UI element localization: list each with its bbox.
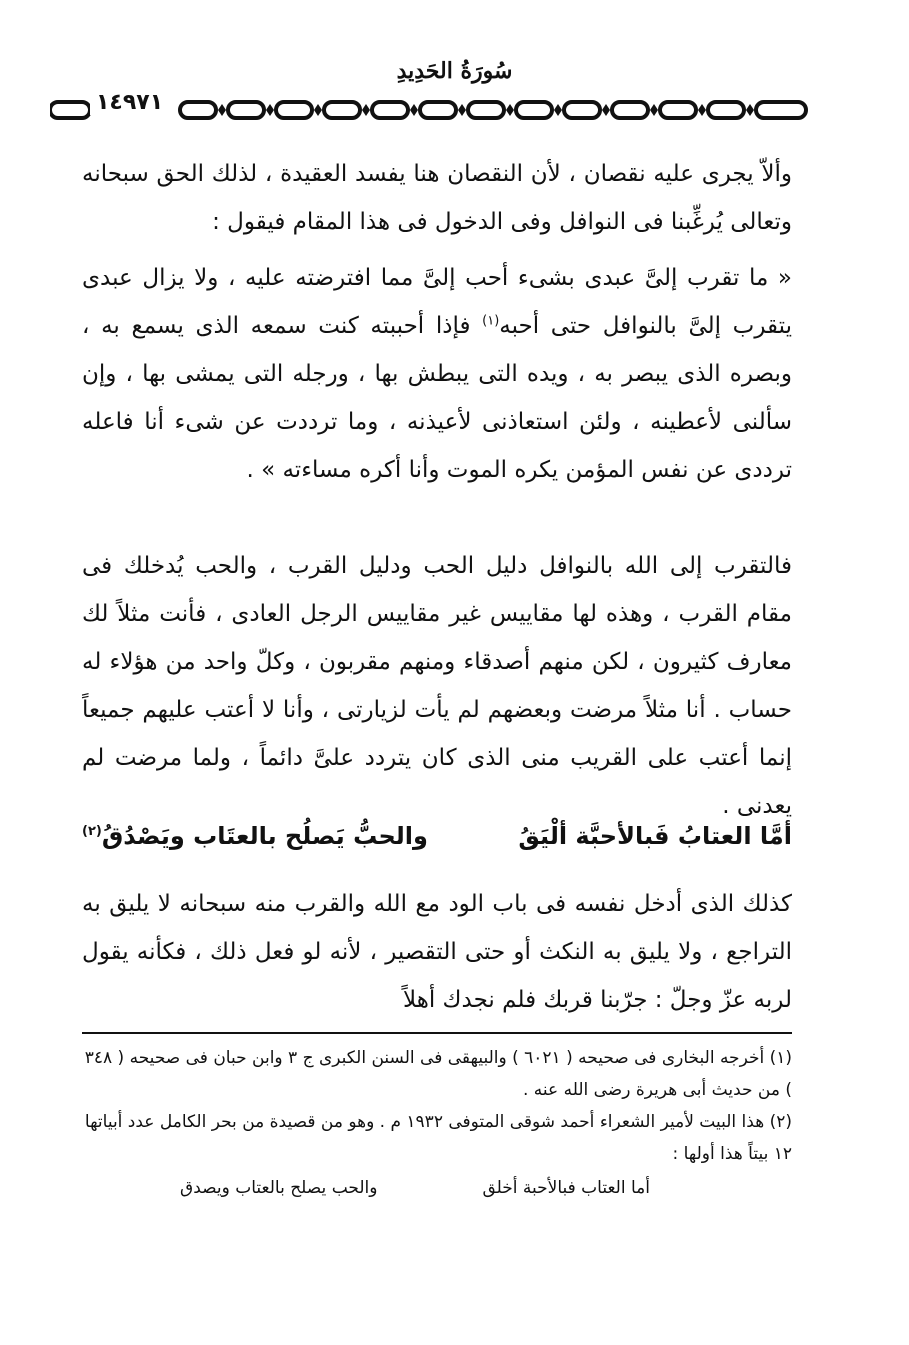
footnote-2: (٢) هذا البيت لأمير الشعراء أحمد شوقى المتوفى ١٩٣٢ م . وهو من قصيدة من بحر الكامل عدد أبياتها ١٢ بيتاً هذا أولها : [84, 1112, 792, 1164]
paragraph-3: فالتقرب إلى الله بالنوافل دليل الحب ودليل القرب ، والحب يُدخلك فى مقام القرب ، وهذه لها مقاييس غير مقاييس الرجل العادى ، فأنت مثلاً لك معارف كثيرون ، لكن منهم أصدقاء ومنهم مقربون ، وكلّ واحد من هؤلاء له حساب . أنا مثلاً مرضت وبعضهم لم يأت لزيارتى ، وأنا لا أعتب عليهم جميعاً إنما أعتب على القريب منى الذى كان يتردد علىَّ دائماً ، ولما مرضت لم يعدنى . [82, 553, 792, 819]
footnote-marker-1[interactable]: (١) [482, 313, 500, 329]
page-number: ١٤٩٧١ [90, 90, 169, 115]
poem-verse [82, 822, 792, 866]
footnote-poem-hemistich-1: أما العتاب فبالأحبة أخلق [482, 1178, 650, 1198]
hadith-text-part-2: فإذا أحببته كنت سمعه الذى يسمع به ، وبصره الذى يبصر به ، ويده التى يبطش بها ، ورجله التى يمشى بها ، وإن سألنى لأعطينه ، ولئن استعاذنى لأعيذنه ، وما ترددت عن شىء أنا فاعله ترددى عن نفس المؤمن يكره الموت وأنا أكره مساءته » . [82, 313, 792, 483]
poem-hemistich-1: أمَّا العتابُ فَبالأحبَّة ألْيَقُ [518, 822, 792, 850]
poem-hemistich-2 [82, 822, 428, 850]
footnote-divider [82, 1032, 792, 1034]
paragraph-4: كذلك الذى أدخل نفسه فى باب الود مع الله والقرب منه سبحانه لا يليق به التراجع ، ولا يليق به النكث أو حتى التقصير ، لأنه لو فعل ذلك ، فكأنه يقول لربه عزّ وجلّ : جرّبنا قربك فلم نجدك أهلاً [82, 891, 792, 1013]
footnote-poem-hemistich-2: والحب يصلح بالعتاب ويصدق [180, 1178, 378, 1198]
surah-title: سُورَةُ الحَدِيدِ [396, 58, 513, 84]
hadith-paragraph [82, 254, 792, 494]
poem-hemistich-2-text: والحبُّ يَصلُح بالعتَاب ويَصْدُقُ [101, 822, 428, 850]
footnote-marker-2[interactable]: (٢) [82, 824, 102, 839]
footnote-poem-verse [180, 1178, 650, 1208]
footnote-1: (١) أخرجه البخارى فى صحيحه ( ٦٠٢١ ) والبيهقى فى السنن الكبرى ج ٣ وابن حبان فى صحيحه ( ٣٤٨ ) من حديث أبى هريرة رضى الله عنه . [84, 1048, 792, 1100]
paragraph-1: وألاّ يجرى عليه نقصان ، لأن النقصان هنا يفسد العقيدة ، لذلك الحق سبحانه وتعالى يُرغِّبنا فى النوافل وفى الدخول فى هذا المقام فيقول : [82, 161, 792, 235]
hadith-text-part-1: « ما تقرب إلىَّ عبدى بشىء أحب إلىَّ مما افترضته عليه ، ولا يزال عبدى يتقرب إلىَّ بالنوافل حتى أحبه [82, 265, 792, 339]
